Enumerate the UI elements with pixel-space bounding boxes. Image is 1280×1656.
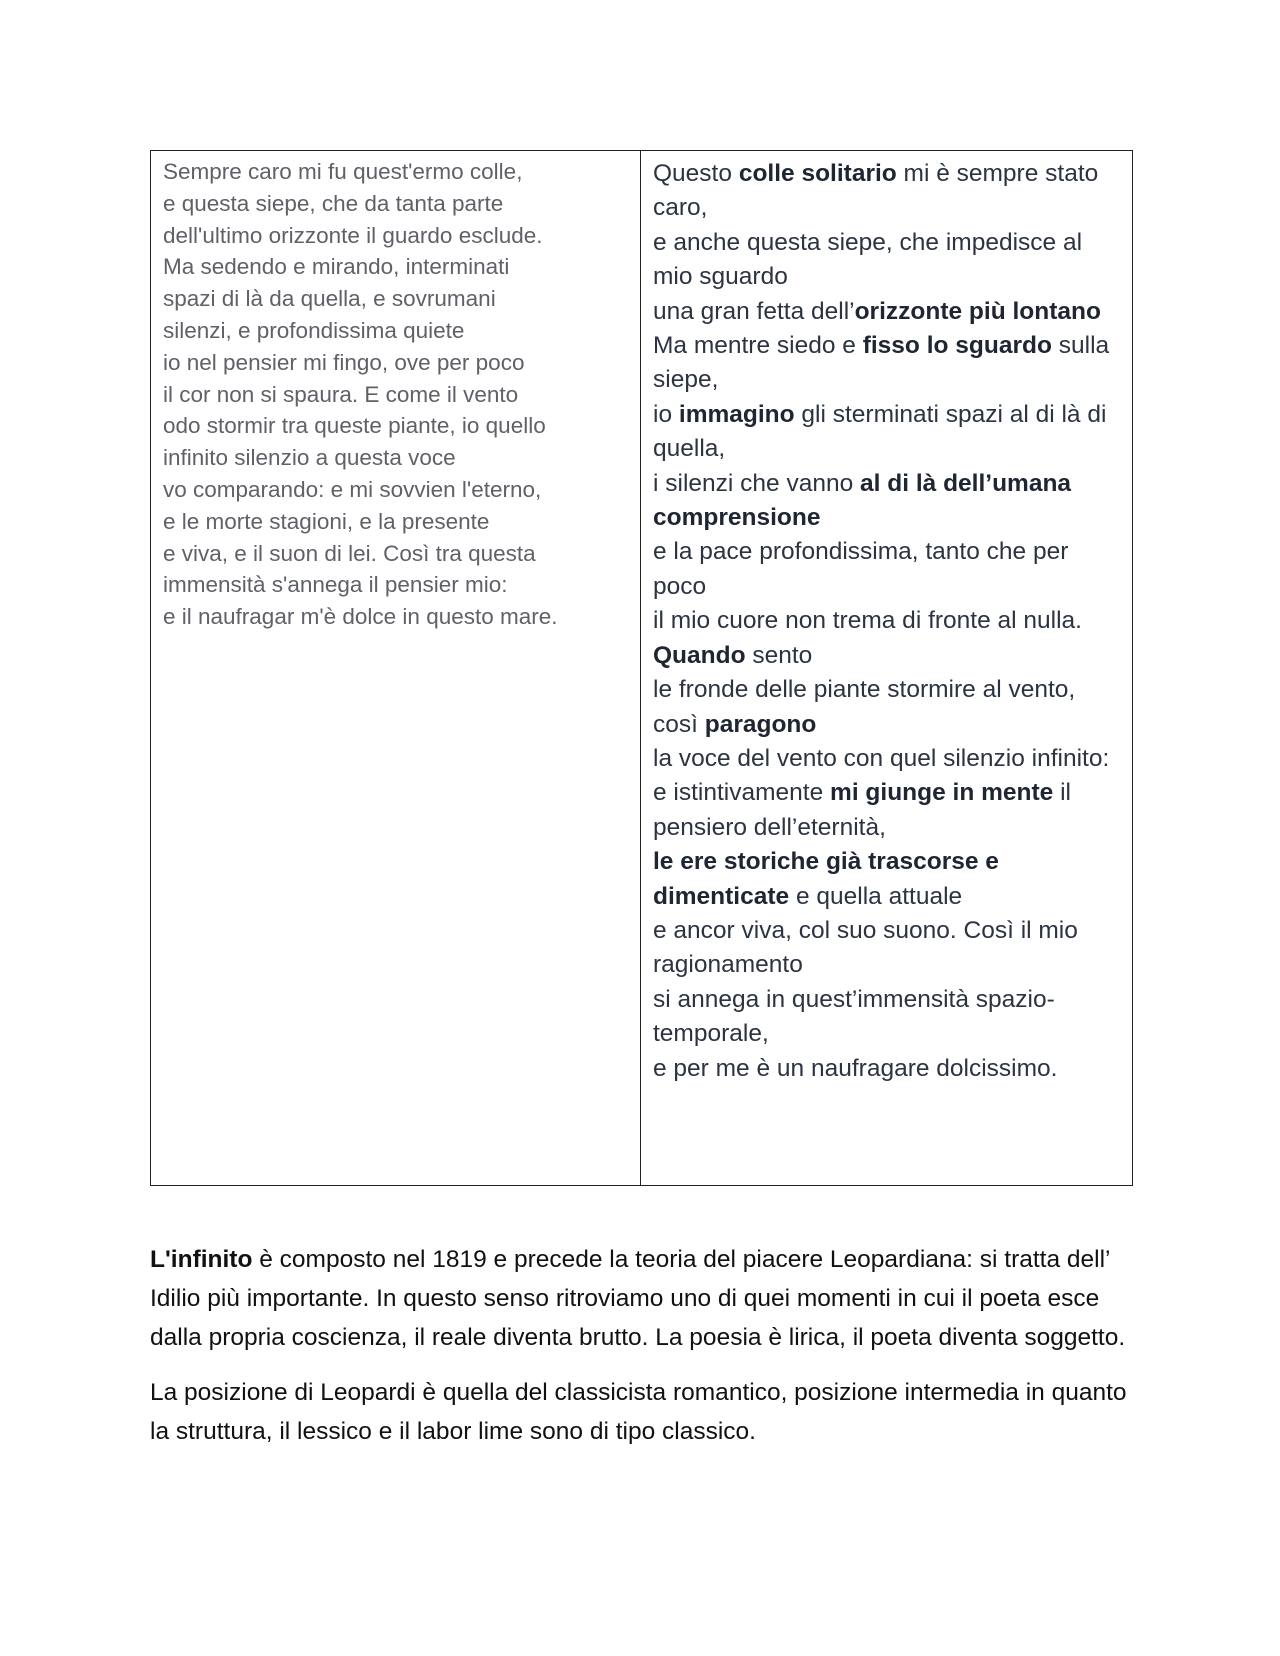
paraphrase-line: Quando sento [653, 641, 813, 669]
poem-table-row [151, 151, 1133, 1186]
original-line: odo stormir tra queste piante, io quello [163, 413, 546, 439]
paraphrase-line: e per me è un naufragare dolcissimo. [653, 1054, 1058, 1082]
commentary-paragraph-2: La posizione di Leopardi è quella del classicista romantico, posizione intermedia in quanto la struttura, il lessico e il labor lime sono di tipo classico. [150, 1379, 1127, 1445]
paraphrase-line: si annega in quest’immensità spazio-temporale, [653, 985, 1055, 1048]
original-line: il cor non si spaura. E come il vento [163, 381, 519, 407]
original-line: Sempre caro mi fu quest'ermo colle, [163, 159, 523, 184]
original-line: infinito silenzio a questa voce [163, 445, 456, 471]
original-line: e le morte stagioni, e la presente [163, 508, 490, 534]
paraphrase-text [641, 151, 1132, 1086]
paraphrase-line: le fronde delle piante stormire al vento, [653, 676, 1076, 704]
paraphrase-line: la voce del vento con quel silenzio infinito: [653, 744, 1110, 772]
original-line: spazi di là da quella, e sovrumani [163, 286, 496, 312]
original-line: dell'ultimo orizzonte il guardo esclude. [163, 222, 543, 248]
paraphrase-line: le ere storiche già trascorse e dimenticate e quella attuale [653, 848, 999, 910]
paraphrase-line: Questo colle solitario mi è sempre stato caro, [653, 160, 1099, 222]
original-line: Ma sedendo e mirando, interminati [163, 254, 510, 280]
original-line: e viva, e il suon di lei. Così tra questa [163, 540, 536, 566]
original-line: silenzi, e profondissima quiete [163, 317, 465, 343]
paraphrase-line: il mio cuore non trema di fronte al nulla. [653, 607, 1082, 635]
paraphrase-line: e istintivamente mi giunge in mente il pensiero dell’eternità, [653, 779, 1071, 841]
paraphrase-line: e la pace profondissima, tanto che per poco [653, 538, 1069, 600]
original-poem-text [151, 151, 640, 633]
paraphrase-line: Ma mentre siedo e fisso lo sguardo sulla siepe, [653, 332, 1110, 394]
paraphrase-line: io immagino gli sterminati spazi al di là di quella, [653, 400, 1107, 463]
original-line: e il naufragar m'è dolce in questo mare. [163, 604, 558, 630]
original-poem-cell [151, 151, 641, 1186]
original-line: io nel pensier mi fingo, ove per poco [163, 349, 525, 375]
paraphrase-line: e anche questa siepe, che impedisce al mio sguardo [653, 228, 1083, 291]
paraphrase-line: e ancor viva, col suo suono. Così il mio ragionamento [653, 916, 1078, 979]
commentary-section [150, 1240, 1140, 1467]
original-line: immensità s'annega il pensier mio: [163, 572, 508, 598]
paraphrase-line: una gran fetta dell’orizzonte più lontano [653, 297, 1101, 325]
original-line: e questa siepe, che da tanta parte [163, 190, 504, 216]
paraphrase-line: così paragono [653, 710, 817, 738]
paraphrase-line: i silenzi che vanno al di là dell’umana comprensione [653, 469, 1072, 532]
original-line: vo comparando: e mi sovvien l'eterno, [163, 476, 542, 502]
commentary-paragraph-1: L'infinito è composto nel 1819 e precede la teoria del piacere Leopardiana: si tratta dell’ Idilio più importante. In questo senso ritroviamo uno di quei momenti in cui il poeta esce dalla propria coscienza, il reale diventa brutto. La poesia è lirica, il poeta diventa soggetto. [150, 1246, 1126, 1351]
poem-table [150, 150, 1133, 1186]
poem-title: L'infinito [150, 1246, 253, 1273]
paraphrase-cell [641, 151, 1133, 1186]
